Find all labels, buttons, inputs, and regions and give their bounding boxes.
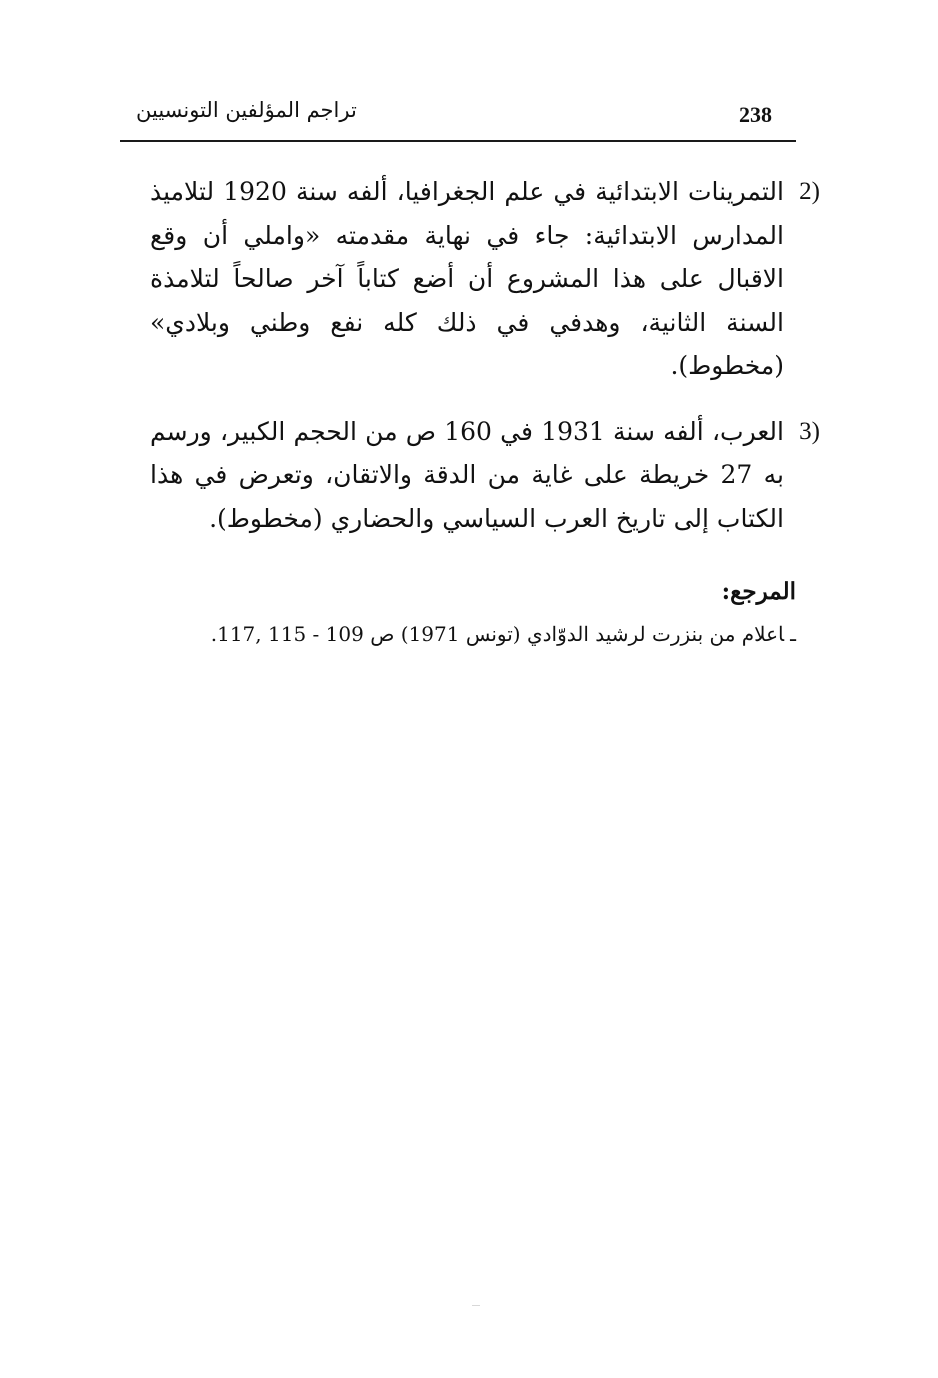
reference-item <box>136 616 796 652</box>
reference-heading: المرجع: <box>721 578 796 605</box>
entry-number: 2) <box>799 178 820 205</box>
running-title: تراجم المؤلفين التونسيين <box>136 98 357 122</box>
entry-number: 3) <box>799 417 820 445</box>
entry-item <box>150 170 820 388</box>
page-number: 238 <box>739 102 772 127</box>
reference-text: اعلام من بنزرت لرشيد الدوّادي (تونس 1971) ص 109 - 115 ,117. <box>210 622 785 646</box>
entry-text: العرب، ألفه سنة 1931 في 160 ص من الحجم الكبير، ورسم به 27 خريطة على غاية من الدقة والاتقان، وتعرض في هذا الكتاب إلى تاريخ العرب السياسي والحضاري (مخطوط). <box>150 416 784 533</box>
entry-text: التمرينات الابتدائية في علم الجغرافيا، ألفه سنة 1920 لتلاميذ المدارس الابتدائية: جاء في نهاية مقدمته «واملي أن وقع الاقبال على هذا المشروع أن أضع كتاباً آخر صالحاً لتلامذة السنة الثانية، وهدفي في ذلك كله نفع وطني وبلادي» (مخطوط). <box>150 177 784 380</box>
scan-artifact <box>472 1305 480 1306</box>
entries-list <box>150 170 820 562</box>
reference-dash: ـ <box>790 622 796 646</box>
page-header <box>120 96 796 142</box>
entry-item <box>150 410 820 541</box>
reference-section <box>136 572 796 652</box>
